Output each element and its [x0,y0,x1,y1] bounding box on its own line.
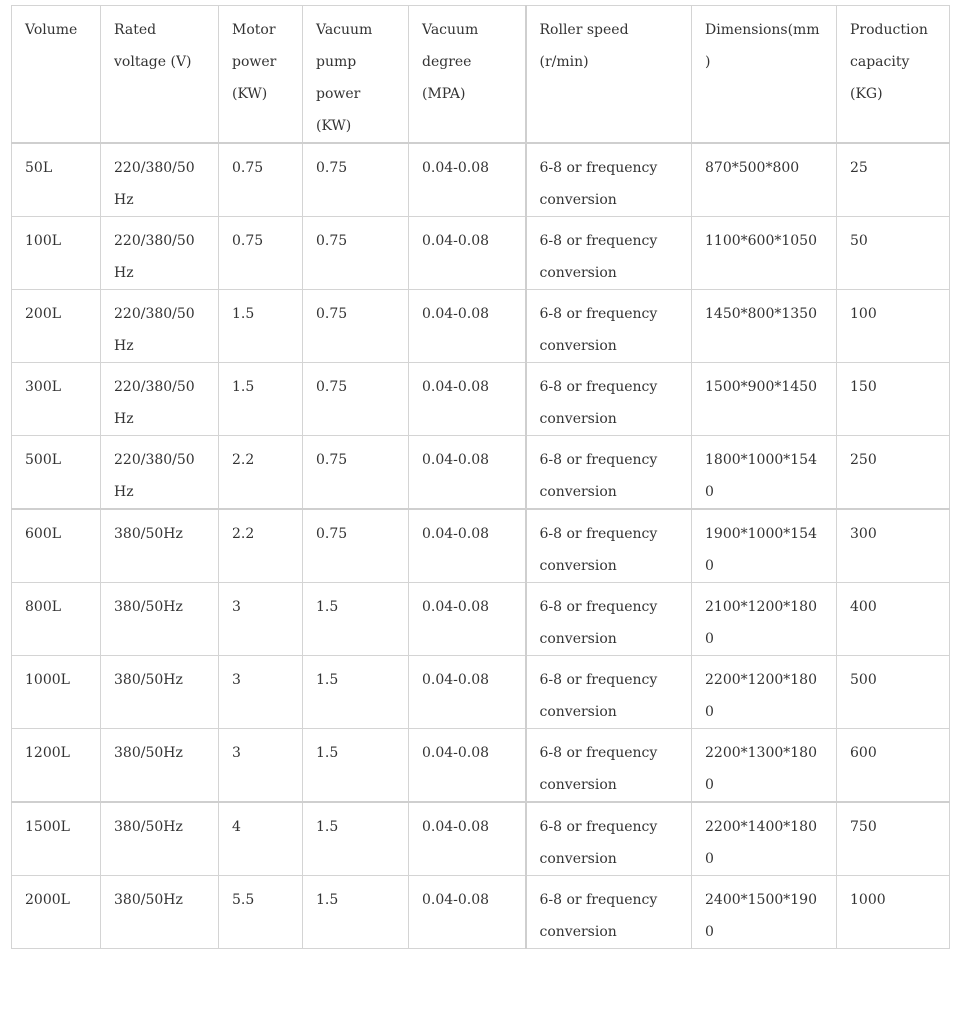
cell-production-capacity: 300 [837,509,950,583]
spec-table-body [12,6,950,949]
cell-volume: 200L [12,290,101,363]
cell-vacuum-pump-power: 0.75 [303,363,409,436]
cell-production-capacity: 400 [837,583,950,656]
cell-volume: 600L [12,509,101,583]
cell-volume: 1500L [12,802,101,876]
cell-rated-voltage: 380/50Hz [101,802,219,876]
cell-dimensions: 1900*1000*1540 [692,509,837,583]
cell-vacuum-pump-power: 0.75 [303,217,409,290]
cell-vacuum-pump-power: 1.5 [303,583,409,656]
cell-vacuum-pump-power: 0.75 [303,290,409,363]
header-cell-production-capacity: Production capacity (KG) [837,6,950,144]
table-row [12,802,950,876]
cell-production-capacity: 1000 [837,876,950,949]
cell-rated-voltage: 220/380/50 Hz [101,436,219,510]
cell-vacuum-pump-power: 0.75 [303,509,409,583]
cell-motor-power: 5.5 [219,876,303,949]
cell-roller-speed: 6-8 or frequency conversion [526,876,692,949]
cell-vacuum-degree: 0.04-0.08 [409,290,526,363]
cell-dimensions: 1100*600*1050 [692,217,837,290]
cell-volume: 500L [12,436,101,510]
cell-vacuum-pump-power: 0.75 [303,436,409,510]
table-row [12,290,950,363]
cell-roller-speed: 6-8 or frequency conversion [526,217,692,290]
cell-vacuum-degree: 0.04-0.08 [409,876,526,949]
cell-vacuum-degree: 0.04-0.08 [409,363,526,436]
cell-dimensions: 1450*800*1350 [692,290,837,363]
cell-rated-voltage: 380/50Hz [101,729,219,803]
cell-motor-power: 1.5 [219,363,303,436]
cell-rated-voltage: 220/380/50 Hz [101,290,219,363]
header-cell-motor-power: Motor power (KW) [219,6,303,144]
cell-production-capacity: 100 [837,290,950,363]
table-row [12,729,950,803]
table-row [12,656,950,729]
cell-roller-speed: 6-8 or frequency conversion [526,802,692,876]
cell-dimensions: 1500*900*1450 [692,363,837,436]
cell-vacuum-pump-power: 1.5 [303,656,409,729]
cell-dimensions: 1800*1000*1540 [692,436,837,510]
cell-roller-speed: 6-8 or frequency conversion [526,729,692,803]
cell-vacuum-degree: 0.04-0.08 [409,729,526,803]
header-cell-volume: Volume [12,6,101,144]
cell-vacuum-degree: 0.04-0.08 [409,656,526,729]
cell-rated-voltage: 380/50Hz [101,876,219,949]
cell-roller-speed: 6-8 or frequency conversion [526,583,692,656]
cell-vacuum-pump-power: 0.75 [303,143,409,217]
cell-rated-voltage: 220/380/50 Hz [101,363,219,436]
cell-dimensions: 2200*1300*1800 [692,729,837,803]
cell-production-capacity: 500 [837,656,950,729]
spec-table-container [11,5,950,949]
header-cell-vacuum-degree: Vacuum degree (MPA) [409,6,526,144]
spec-table [11,5,950,949]
cell-production-capacity: 600 [837,729,950,803]
cell-rated-voltage: 380/50Hz [101,656,219,729]
cell-motor-power: 3 [219,656,303,729]
cell-vacuum-degree: 0.04-0.08 [409,436,526,510]
cell-vacuum-degree: 0.04-0.08 [409,802,526,876]
cell-motor-power: 3 [219,583,303,656]
cell-dimensions: 2200*1200*1800 [692,656,837,729]
cell-motor-power: 4 [219,802,303,876]
cell-production-capacity: 750 [837,802,950,876]
cell-motor-power: 0.75 [219,143,303,217]
table-row [12,217,950,290]
cell-roller-speed: 6-8 or frequency conversion [526,143,692,217]
cell-production-capacity: 50 [837,217,950,290]
table-row [12,363,950,436]
cell-roller-speed: 6-8 or frequency conversion [526,656,692,729]
cell-vacuum-pump-power: 1.5 [303,802,409,876]
cell-rated-voltage: 380/50Hz [101,583,219,656]
cell-dimensions: 2100*1200*1800 [692,583,837,656]
table-row [12,143,950,217]
cell-roller-speed: 6-8 or frequency conversion [526,363,692,436]
cell-production-capacity: 150 [837,363,950,436]
cell-dimensions: 870*500*800 [692,143,837,217]
cell-motor-power: 0.75 [219,217,303,290]
table-row [12,509,950,583]
cell-volume: 1200L [12,729,101,803]
cell-motor-power: 2.2 [219,436,303,510]
cell-rated-voltage: 220/380/50 Hz [101,217,219,290]
cell-roller-speed: 6-8 or frequency conversion [526,509,692,583]
cell-production-capacity: 250 [837,436,950,510]
cell-vacuum-degree: 0.04-0.08 [409,143,526,217]
cell-production-capacity: 25 [837,143,950,217]
cell-motor-power: 3 [219,729,303,803]
cell-motor-power: 1.5 [219,290,303,363]
cell-volume: 800L [12,583,101,656]
table-row [12,583,950,656]
cell-volume: 50L [12,143,101,217]
cell-dimensions: 2200*1400*1800 [692,802,837,876]
cell-volume: 300L [12,363,101,436]
cell-roller-speed: 6-8 or frequency conversion [526,436,692,510]
cell-vacuum-pump-power: 1.5 [303,729,409,803]
cell-rated-voltage: 380/50Hz [101,509,219,583]
header-cell-vacuum-pump-power: Vacuum pump power (KW) [303,6,409,144]
cell-volume: 1000L [12,656,101,729]
cell-volume: 2000L [12,876,101,949]
cell-rated-voltage: 220/380/50 Hz [101,143,219,217]
cell-vacuum-degree: 0.04-0.08 [409,217,526,290]
cell-dimensions: 2400*1500*1900 [692,876,837,949]
cell-vacuum-degree: 0.04-0.08 [409,583,526,656]
cell-motor-power: 2.2 [219,509,303,583]
table-row [12,436,950,510]
table-row [12,876,950,949]
cell-roller-speed: 6-8 or frequency conversion [526,290,692,363]
cell-vacuum-degree: 0.04-0.08 [409,509,526,583]
header-cell-rated-voltage: Rated voltage (V) [101,6,219,144]
header-cell-roller-speed: Roller speed (r/min) [526,6,692,144]
header-row [12,6,950,144]
header-cell-dimensions: Dimensions(mm) [692,6,837,144]
cell-volume: 100L [12,217,101,290]
cell-vacuum-pump-power: 1.5 [303,876,409,949]
